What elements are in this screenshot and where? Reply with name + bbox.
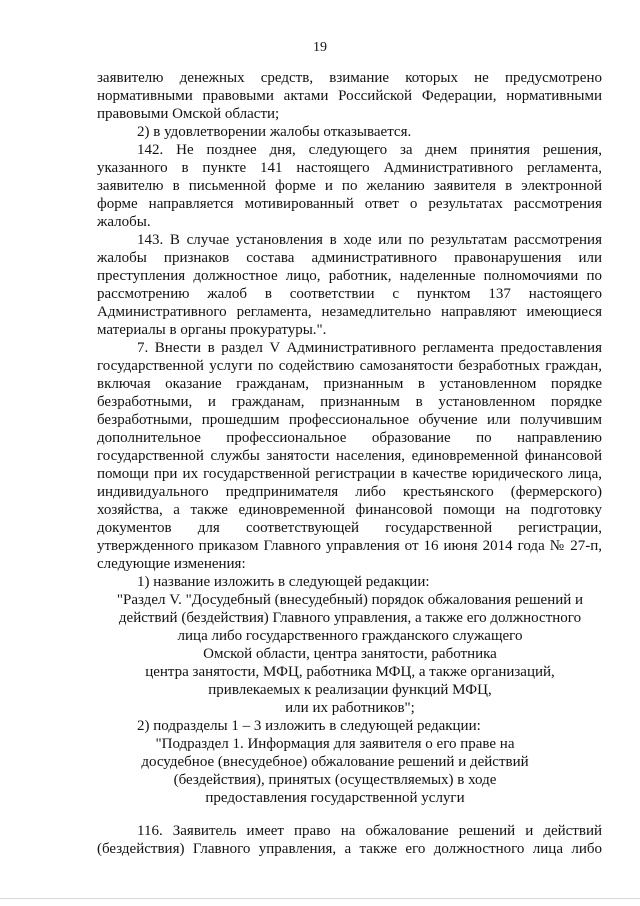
text-line: хозяйства, а также единовременной финансовой помощи на подготовку: [97, 502, 602, 518]
text-line: (бездействия) Главного управления, а также его должностного лица либо: [97, 841, 602, 857]
text-line: рассмотрению жалоб в соответствии с пунктом 137 настоящего: [97, 286, 602, 302]
text-line: указанного в пункте 141 настоящего Административного регламента,: [97, 160, 602, 176]
page-number: 19: [313, 40, 327, 55]
text-line: жалобы.: [97, 214, 151, 230]
text-line: жалобы признаков состава административного правонарушения или: [97, 250, 602, 266]
text-line: 2) подразделы 1 – 3 изложить в следующей редакции:: [137, 718, 481, 734]
text-line: или их работников";: [285, 700, 415, 716]
text-line: Административного регламента, незамедлительно направляют имеющиеся: [97, 304, 602, 320]
text-line: 142. Не позднее дня, следующего за днем принятия решения,: [137, 142, 602, 158]
text-line: утвержденного приказом Главного управления от 16 июня 2014 года № 27-п,: [97, 538, 602, 554]
text-line: преступления должностное лицо, работник, наделенные полномочиями по: [97, 268, 602, 284]
text-line: лица либо государственного гражданского служащего: [177, 628, 523, 644]
text-line: безработными, и гражданам, признанным в установленном порядке: [97, 394, 602, 410]
text-line: "Подраздел 1. Информация для заявителя о его праве на: [155, 736, 515, 752]
text-line: дополнительное профессиональное образование по направлению: [97, 430, 602, 446]
text-line: предоставления государственной услуги: [205, 790, 465, 806]
text-line: 143. В случае установления в ходе или по результатам рассмотрения: [137, 232, 602, 248]
text-line: государственной службы занятости населения, единовременной финансовой: [97, 448, 602, 464]
text-line: привлекаемых к реализации функций МФЦ,: [208, 682, 492, 698]
text-line: документов для соответствующей государственной регистрации,: [97, 520, 602, 536]
text-line: 7. Внести в раздел V Административного регламента предоставления: [137, 340, 602, 356]
text-line: центра занятости, МФЦ, работника МФЦ, а также организаций,: [145, 664, 555, 680]
text-line: включая оказание гражданам, признанным в установленном порядке: [97, 376, 602, 392]
text-line: заявителю в письменной форме и по желанию заявителя в электронной: [97, 178, 602, 194]
text-line: (бездействия), принятых (осуществляемых) в ходе: [173, 772, 497, 788]
text-line: материалы в органы прокуратуры.".: [97, 322, 327, 338]
text-line: форме направляется мотивированный ответ о результатах рассмотрения: [97, 196, 602, 212]
text-line: заявителю денежных средств, взимание которых не предусмотрено: [97, 70, 602, 86]
text-line: следующие изменения:: [97, 556, 246, 572]
text-line: нормативными правовыми актами Российской Федерации, нормативными: [97, 88, 602, 104]
text-line: индивидуального предпринимателя либо крестьянского (фермерского): [97, 484, 602, 500]
text-line: "Раздел V. "Досудебный (внесудебный) порядок обжалования решений и: [116, 592, 584, 608]
text-line: Омской области, центра занятости, работника: [203, 646, 497, 662]
text-line: правовыми Омской области;: [97, 106, 280, 122]
text-line: государственной услуги по содействию самозанятости безработных граждан,: [97, 358, 602, 374]
text-line: помощи при их государственной регистрации в качестве юридического лица,: [97, 466, 602, 482]
text-line: действий (бездействия) Главного управления, а также его должностного: [118, 610, 582, 626]
text-line: досудебное (внесудебное) обжалование решений и действий: [141, 754, 529, 770]
text-line: 1) название изложить в следующей редакции:: [137, 574, 430, 590]
text-line: 116. Заявитель имеет право на обжалование решений и действий: [137, 823, 602, 839]
text-line: 2) в удовлетворении жалобы отказывается.: [137, 124, 412, 140]
text-line: безработными, прошедшим профессиональное обучение или получившим: [97, 412, 602, 428]
